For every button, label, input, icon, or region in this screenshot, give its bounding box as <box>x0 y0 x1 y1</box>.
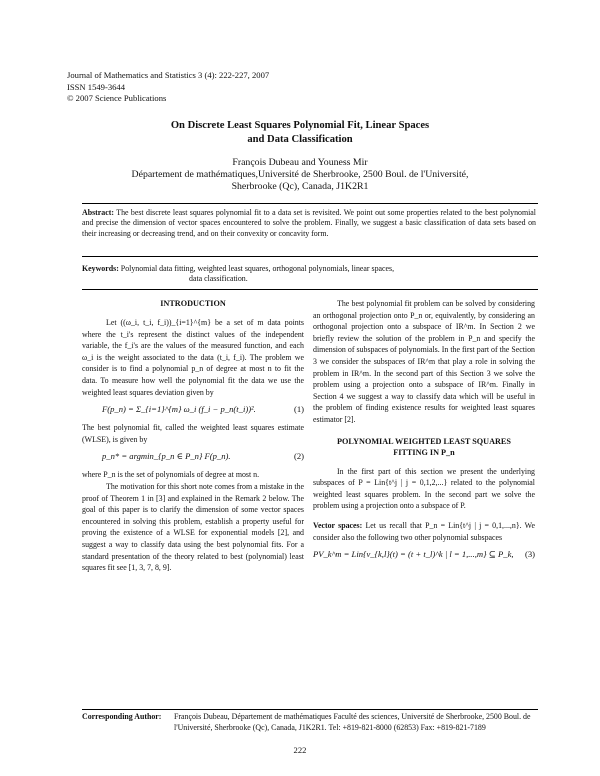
equation-1-number: (1) <box>293 404 304 415</box>
vector-spaces-text: Let us recall that P_n = Lin{t^j | j = 0,1,...,n}. We consider also the following two other polynomial subspaces <box>313 520 535 542</box>
corresponding-author-text: François Dubeau, Département de mathématiques Faculté des sciences, Université de Sherbrooke, 2500 Boul. de l'Université, Sherbrooke (Qc), Canada, J1K2R1. Tel: +819-821-8000 (62853) Fax: +819-821-7189 <box>174 712 531 732</box>
section-heading-line-2: FITTING IN P_n <box>393 447 455 457</box>
abstract-label: Abstract: <box>82 208 114 217</box>
intro-paragraph-5: The best polynomial fit problem can be solved by considering an orthogonal projection onto P_n or, equivalently, by considering an orthogonal projection onto a subspace of IR^m. In Section 2 we briefly review the solution of the problem in P_n and specify the dimension of subspaces of polynomials. In the first part of the Section 3 we consider the subspaces of IR^m that play a role in solving the problem in IR^m. In the second part of this Section 3 we solve the problem using a projection onto a subspace of IR^m. Finally in Section 4 we suggest a way to classify data which will be useful in the problem of finding existence results for weighted least squares estimator [2]. <box>313 299 535 424</box>
equation-2 <box>82 445 304 469</box>
keywords <box>82 264 536 285</box>
intro-paragraph-2: The best polynomial fit, called the weighted least squares estimate (WLSE), is given by <box>82 423 304 444</box>
equation-2-body: p_n* = argmin_{p_n ∈ P_n} F(p_n). <box>102 451 231 462</box>
title-line-1: On Discrete Least Squares Polynomial Fit, Linear Spaces <box>170 120 430 131</box>
footer-rule <box>82 709 538 710</box>
keywords-line-1: Polynomial data fitting, weighted least squares, orthogonal polynomials, linear spaces, <box>118 264 395 273</box>
journal-issn: ISSN 1549-3644 <box>67 81 126 92</box>
equation-3-number: (3) <box>524 549 535 560</box>
section2-paragraph-1: In the first part of this section we present the underlying subspaces of P = Lin{t^j | j = 0,1,2,...} related to the polynomial weighted least squares problem. In the second part we solve the problem using a projection onto a subspace of P. <box>313 466 535 511</box>
equation-2-number: (2) <box>293 451 304 462</box>
keywords-label: Keywords: <box>82 264 119 273</box>
equation-1-body: F(p_n) = Σ_{i=1}^{m} ω_i (f_i − p_n(t_i))². <box>102 404 256 415</box>
paper-title <box>0 119 600 146</box>
author-names: François Dubeau and Youness Mir <box>232 157 368 168</box>
author-block <box>0 157 600 194</box>
page-number: 222 <box>293 745 307 755</box>
equation-3-body: PV_k^m = Lin{v_{k,l}(t) = (t + t_l)^k | l = 1,...,m} ⊆ P_k, <box>313 549 514 560</box>
intro-paragraph-3: where P_n is the set of polynomials of degree at most n. <box>82 470 260 480</box>
equation-1 <box>82 398 304 422</box>
keywords-line-2: data classification. <box>189 274 248 284</box>
keywords-bottom-rule <box>82 289 538 290</box>
left-column <box>82 298 304 574</box>
journal-info <box>67 70 269 105</box>
section-heading-line-1: POLYNOMIAL WEIGHTED LEAST SQUARES <box>337 436 511 446</box>
title-line-2: and Data Classification <box>247 133 353 145</box>
journal-citation: Journal of Mathematics and Statistics 3 (4): 222-227, 2007 <box>67 70 270 80</box>
vector-spaces-paragraph <box>313 520 535 543</box>
affiliation-line-1: Département de mathématiques,Université de Sherbrooke, 2500 Boul. de l'Université, <box>131 169 469 181</box>
affiliation-line-2: Sherbrooke (Qc), Canada, J1K2R1 <box>231 181 369 193</box>
abstract-top-rule <box>82 203 538 204</box>
section-heading-introduction: INTRODUCTION <box>160 299 226 308</box>
intro-paragraph-4: The motivation for this short note comes from a mistake in the proof of Theorem 1 in [3] and explained in the Remark 2 below. The goal of this paper is to clarify the dimension of some vector spaces encountered in solving this problem, establish a property useful for proving the existence of a WLSE for exponential models [2], and suggest a way to classify data using the best polynomial fits. For a standard presentation of the theory related to best (polynomial) least squares fit see [1, 3, 7, 8, 9]. <box>82 481 304 573</box>
vector-spaces-label: Vector spaces: <box>313 520 363 530</box>
abstract-text: The best discrete least squares polynomial fit to a data set is revisited. We point out some properties related to the best polynomial and precise the dimension of vector spaces encountered to solve the problem. Finally, we suggest a basic classification of data sets based on their increasing or decreasing trend, and on their convexity or concavity form. <box>82 208 536 238</box>
section-heading-polynomial-wls <box>313 436 535 458</box>
abstract <box>82 208 536 239</box>
equation-3 <box>313 543 535 567</box>
abstract-bottom-rule <box>82 256 538 257</box>
right-column <box>313 298 535 567</box>
journal-copyright: © 2007 Science Publications <box>67 93 167 104</box>
corresponding-author-label: Corresponding Author: <box>82 712 162 721</box>
intro-paragraph-1: Let ((ω_i, t_i, f_i))_{i=1}^{m} be a set of m data points where the t_i's represent the distinct values of the independent variable, the f_i's are the values of the measured function, and each ω_i is the weight associated to the data (t_i, f_i). The problem we consider is to find a polynomial p_n of degree at most n to fit the data. To measure how well the polynomial fit the data we use the weighted least squares deviation given by <box>82 318 304 397</box>
